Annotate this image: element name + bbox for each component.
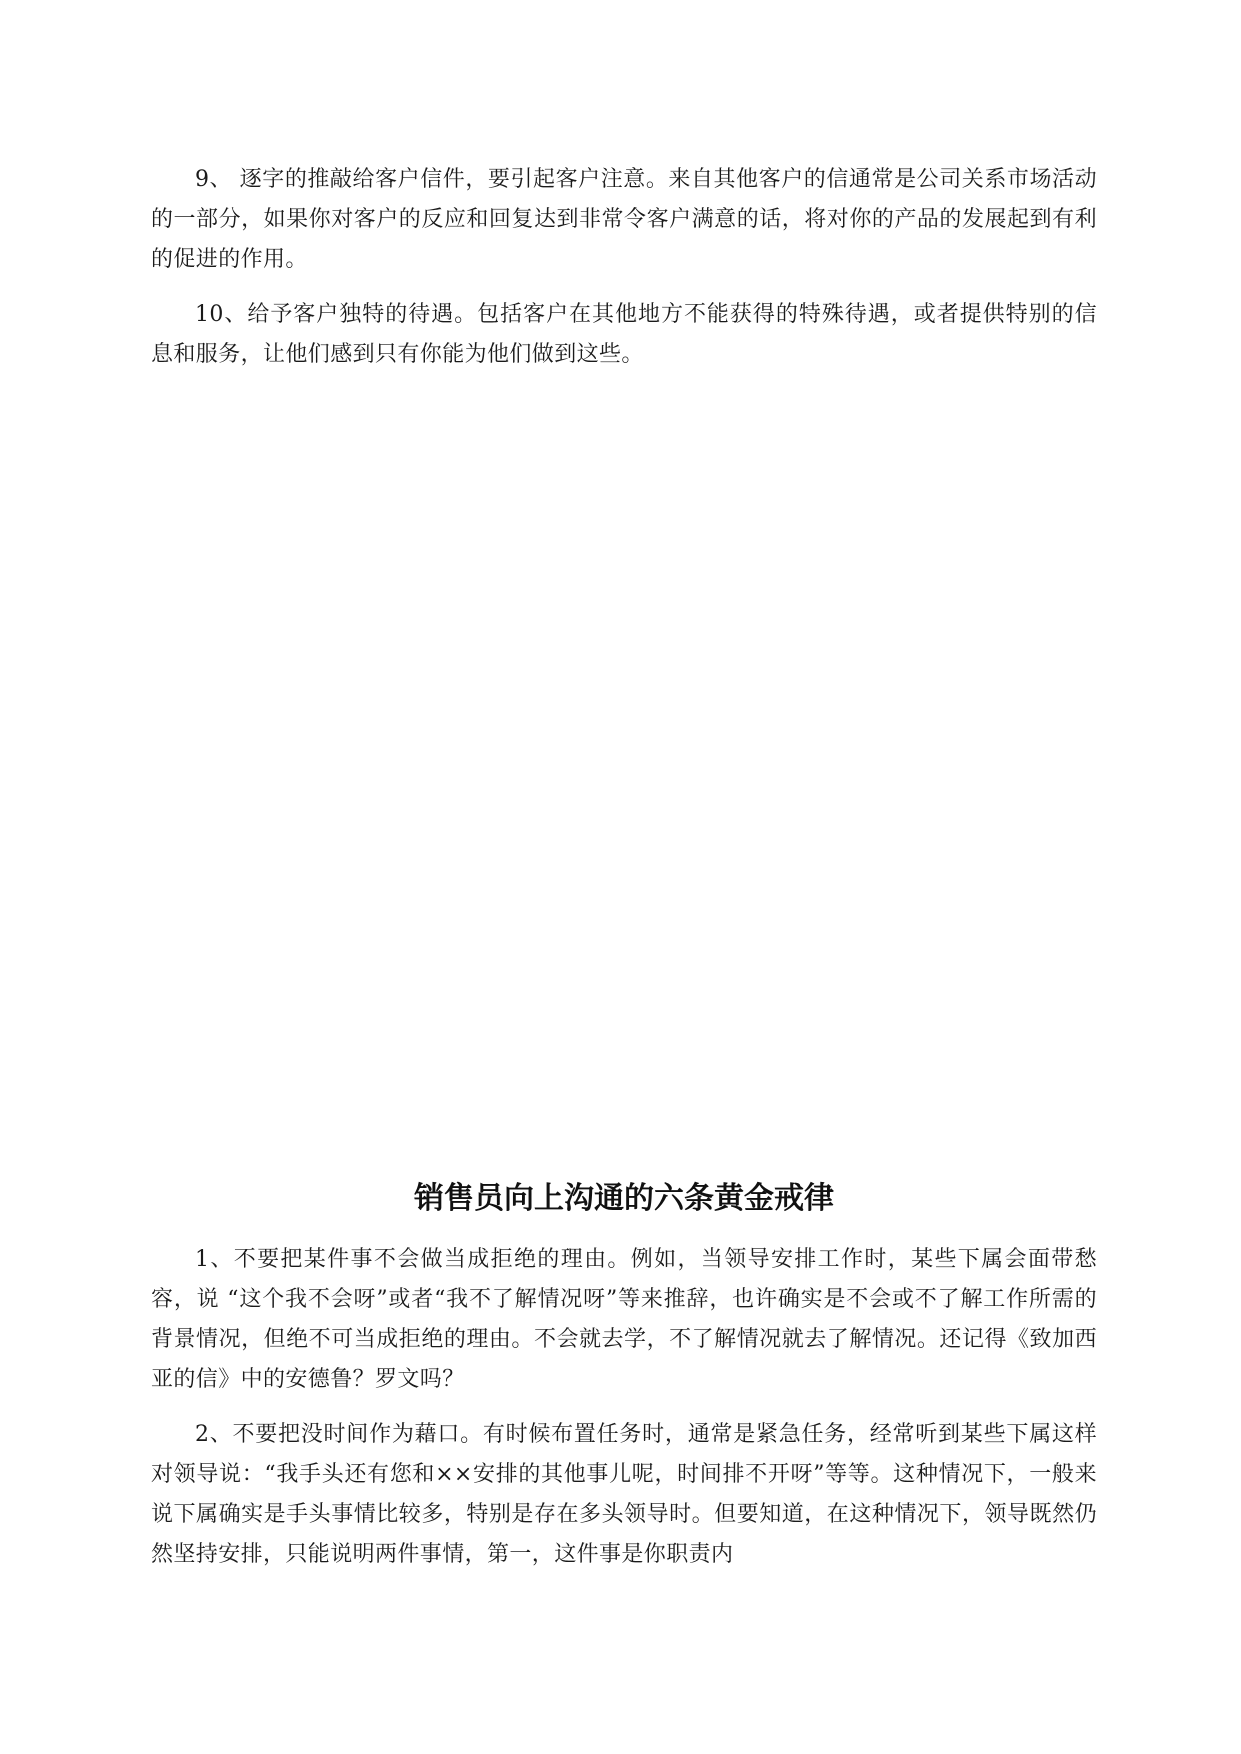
section-title: 销售员向上沟通的六条黄金戒律 [414, 1181, 834, 1216]
paragraph-item-9: 9、 逐字的推敲给客户信件，要引起客户注意。来自其他客户的信通常是公司关系市场活动的一部分，如果你对客户的反应和回复达到非常令客户满意的话，将对你的产品的发展起到有利的促进的作用。 [151, 167, 1097, 272]
section-paragraph-1: 1、不要把某件事不会做当成拒绝的理由。例如，当领导安排工作时，某些下属会面带愁容，说 “这个我不会呀”或者“我不了解情况呀”等来推辞，也许确实是不会或不了解工作所需的背景情况，但绝不可当成拒绝的理由。不会就去学，不了解情况就去了解情况。还记得《致加西亚的信》中的安德鲁？罗文吗？ [151, 1247, 1097, 1392]
paragraph-item-10: 10、给予客户独特的待遇。包括客户在其他地方不能获得的特殊待遇，或者提供特别的信息和服务，让他们感到只有你能为他们做到这些。 [151, 302, 1097, 367]
section-paragraph-2: 2、不要把没时间作为藉口。有时候布置任务时，通常是紧急任务，经常听到某些下属这样对领导说：“我手头还有您和××安排的其他事儿呢，时间排不开呀”等等。这种情况下，一般来说下属确实是手头事情比较多，特别是存在多头领导时。但要知道，在这种情况下，领导既然仍然坚持安排，只能说明两件事情，第一，这件事是你职责内 [151, 1422, 1097, 1567]
